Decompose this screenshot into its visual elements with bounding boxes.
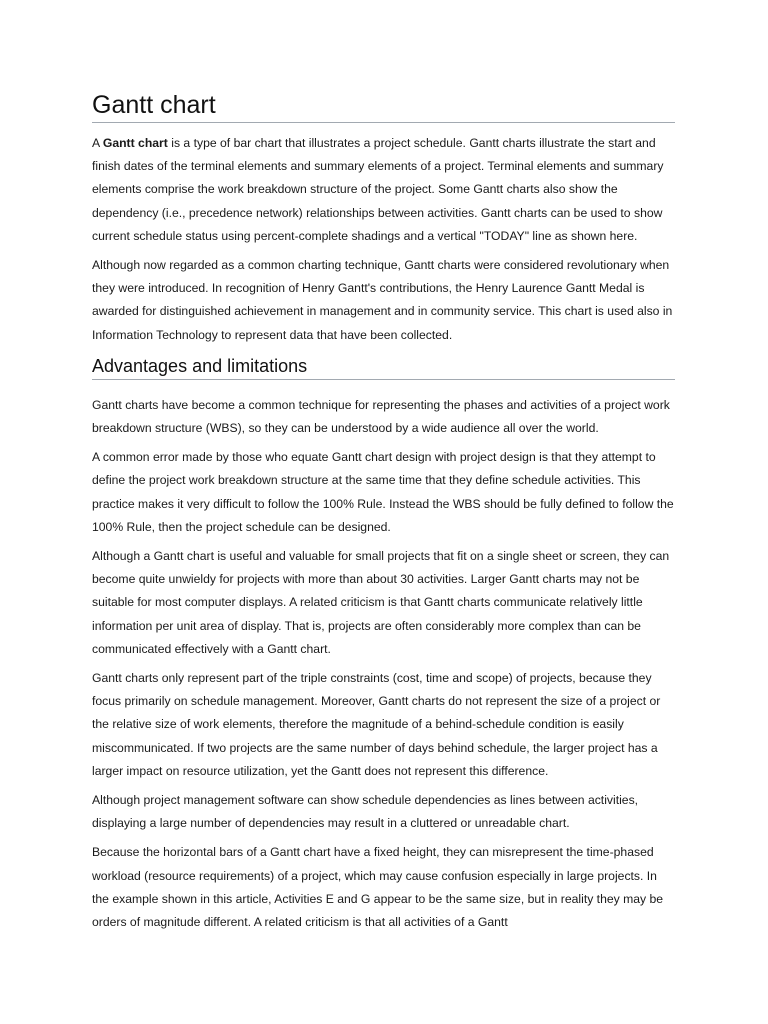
section-paragraph: A common error made by those who equate Gantt chart design with project design is that they attempt to define the project work breakdown structure at the same time that they define schedule activities. This practice makes it very difficult to follow the 100% Rule. Instead the WBS should be fully defined to follow the 100% Rule, then the project schedule can be designed. bbox=[92, 450, 674, 534]
intro-rest: is a type of bar chart that illustrates a project schedule. Gantt charts illustrate the start and finish dates of the terminal elements and summary elements of a project. Terminal elements and summary elements comprise the work breakdown structure of the project. Some Gantt charts also show the dependency (i.e., precedence network) relationships between activities. Gantt charts can be used to show current schedule status using percent-complete shadings and a vertical "TODAY" line as shown here. bbox=[92, 136, 664, 243]
section-paragraph: Gantt charts only represent part of the triple constraints (cost, time and scope) of projects, because they focus primarily on schedule management. Moreover, Gantt charts do not represent the size of a project or the relative size of work elements, therefore the magnitude of a behind-schedule condition is easily miscommunicated. If two projects are the same number of days behind schedule, the larger project has a larger impact on resource utilization, yet the Gantt does not represent this difference. bbox=[92, 671, 661, 778]
section-paragraph: Although a Gantt chart is useful and valuable for small projects that fit on a single sheet or screen, they can become quite unwieldy for projects with more than about 30 activities. Larger Gantt charts may not be suitable for most computer displays. A related criticism is that Gantt charts communicate relatively little information per unit area of display. That is, projects are often considerably more complex than can be communicated effectively with a Gantt chart. bbox=[92, 549, 670, 656]
page-title: Gantt chart bbox=[92, 88, 675, 123]
section-paragraph: Gantt charts have become a common technique for representing the phases and activities of a project work breakdown structure (WBS), so they can be understood by a wide audience all over the world. bbox=[92, 397, 670, 436]
intro-bold-term: Gantt chart bbox=[102, 136, 168, 150]
intro-prefix: A bbox=[92, 136, 103, 150]
section-paragraph: Because the horizontal bars of a Gantt chart have a fixed height, they can misrepresent the time-phased workload (resource requirements) of a project, which may cause confusion especially in large projects. In the example shown in this article, Activities E and G appear to be the same size, but in reality they may be orders of magnitude different. A related criticism is that all activities of a Gantt bbox=[92, 845, 664, 930]
article bbox=[92, 88, 675, 940]
section-heading: Advantages and limitations bbox=[92, 353, 675, 380]
section-paragraph: Although project management software can show schedule dependencies as lines between activities, displaying a large number of dependencies may result in a cluttered or unreadable chart. bbox=[92, 793, 639, 831]
intro-paragraph-1 bbox=[92, 132, 675, 248]
intro-paragraph-2: Although now regarded as a common charting technique, Gantt charts were considered revolutionary when they were introduced. In recognition of Henry Gantt's contributions, the Henry Laurence Gantt Medal is awarded for distinguished achievement in management and in community service. This chart is used also in Information Technology to represent data that have been collected. bbox=[92, 258, 673, 342]
